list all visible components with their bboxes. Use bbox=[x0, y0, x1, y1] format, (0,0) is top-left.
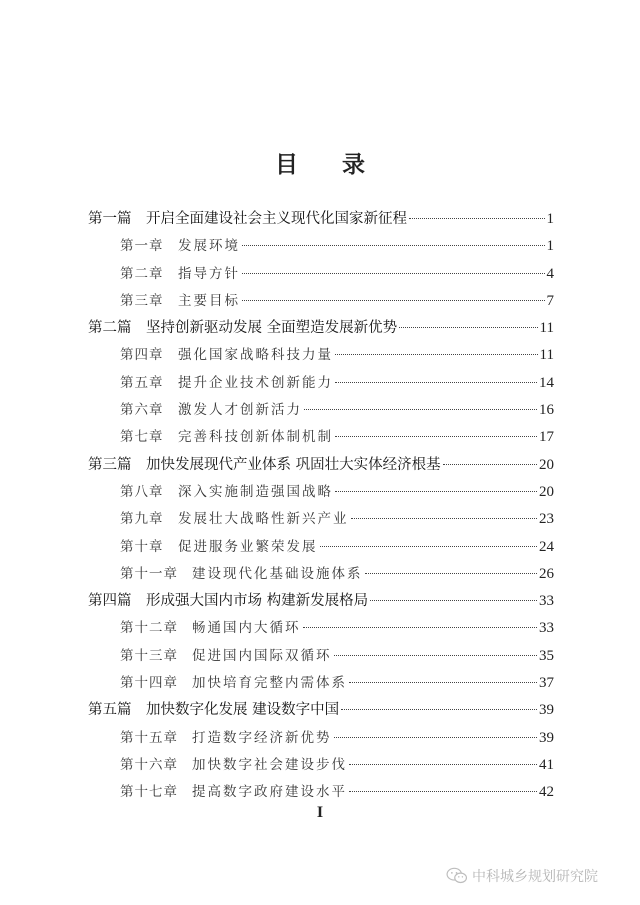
chapter-number: 第一章 bbox=[120, 238, 164, 255]
toc-chapter[interactable] bbox=[88, 615, 554, 642]
chapter-number: 第六章 bbox=[120, 402, 164, 419]
chapter-number: 第四章 bbox=[120, 347, 164, 364]
chapter-title: 建设现代化基础设施体系 bbox=[192, 565, 363, 582]
page-number: 41 bbox=[539, 756, 554, 773]
chapter-number: 第十二章 bbox=[120, 620, 178, 637]
toc-chapter[interactable] bbox=[88, 479, 554, 506]
page-number: 16 bbox=[539, 402, 554, 419]
leader-dots bbox=[370, 600, 537, 601]
leader-dots bbox=[334, 655, 538, 656]
chapter-title: 深入实施制造强国战略 bbox=[178, 483, 333, 500]
page-number: 23 bbox=[539, 511, 554, 528]
page-number: 37 bbox=[539, 675, 554, 692]
page-number: 1 bbox=[546, 238, 554, 255]
chapter-number: 第二章 bbox=[120, 265, 164, 282]
chapter-number: 第十五章 bbox=[120, 729, 178, 746]
chapter-title: 打造数字经济新优势 bbox=[192, 729, 332, 746]
toc-chapter[interactable] bbox=[88, 397, 554, 424]
leader-dots bbox=[349, 791, 537, 792]
part-number: 第五篇 bbox=[88, 702, 132, 719]
page-number: 4 bbox=[546, 265, 554, 282]
page-number: 33 bbox=[539, 620, 554, 637]
watermark bbox=[446, 866, 598, 886]
leader-dots bbox=[303, 627, 538, 628]
toc-part[interactable] bbox=[88, 315, 554, 342]
part-number: 第一篇 bbox=[88, 211, 132, 227]
wechat-icon bbox=[446, 867, 468, 885]
chapter-title: 促进国内国际双循环 bbox=[192, 647, 332, 664]
chapter-number: 第三章 bbox=[120, 292, 164, 309]
part-title: 加快发展现代产业体系 巩固壮大实体经济根基 bbox=[146, 456, 441, 473]
chapter-number: 第十四章 bbox=[120, 675, 178, 692]
chapter-title: 发展环境 bbox=[178, 238, 240, 255]
table-of-contents bbox=[88, 206, 554, 807]
leader-dots bbox=[349, 682, 537, 683]
toc-chapter[interactable] bbox=[88, 288, 554, 315]
page-number: 11 bbox=[539, 320, 554, 337]
chapter-title: 发展壮大战略性新兴产业 bbox=[178, 511, 349, 528]
leader-dots bbox=[335, 382, 537, 383]
chapter-title: 加快数字社会建设步伐 bbox=[192, 756, 347, 773]
toc-chapter[interactable] bbox=[88, 561, 554, 588]
leader-dots bbox=[304, 409, 537, 410]
leader-dots bbox=[365, 573, 538, 574]
toc-chapter[interactable] bbox=[88, 779, 554, 806]
leader-dots bbox=[242, 245, 545, 246]
page-title: 目 录 bbox=[274, 151, 383, 178]
page-number: 17 bbox=[539, 429, 554, 446]
page-number: 24 bbox=[539, 538, 554, 555]
chapter-number: 第十六章 bbox=[120, 756, 178, 773]
toc-part[interactable] bbox=[88, 206, 554, 233]
page-number: 20 bbox=[539, 483, 554, 500]
toc-chapter[interactable] bbox=[88, 725, 554, 752]
page-number: 20 bbox=[539, 456, 554, 473]
leader-dots bbox=[351, 518, 538, 519]
toc-chapter[interactable] bbox=[88, 370, 554, 397]
chapter-title: 完善科技创新体制机制 bbox=[178, 429, 333, 446]
chapter-number: 第八章 bbox=[120, 483, 164, 500]
leader-dots bbox=[335, 491, 537, 492]
toc-chapter[interactable] bbox=[88, 670, 554, 697]
chapter-number: 第九章 bbox=[120, 511, 164, 528]
part-title: 形成强大国内市场 构建新发展格局 bbox=[146, 593, 369, 610]
chapter-title: 主要目标 bbox=[178, 292, 240, 309]
toc-part[interactable] bbox=[88, 697, 554, 724]
toc-chapter[interactable] bbox=[88, 752, 554, 779]
part-number: 第二篇 bbox=[88, 320, 132, 337]
leader-dots bbox=[409, 218, 545, 219]
leader-dots bbox=[335, 436, 537, 437]
part-title: 加快数字化发展 建设数字中国 bbox=[146, 702, 340, 719]
chapter-number: 第五章 bbox=[120, 374, 164, 391]
toc-part[interactable] bbox=[88, 452, 554, 479]
chapter-number: 第七章 bbox=[120, 429, 164, 446]
leader-dots bbox=[399, 327, 537, 328]
leader-dots bbox=[443, 464, 537, 465]
page-number: 33 bbox=[539, 593, 554, 610]
chapter-title: 提升企业技术创新能力 bbox=[178, 374, 333, 391]
page-number: 39 bbox=[539, 729, 554, 746]
part-title: 开启全面建设社会主义现代化国家新征程 bbox=[146, 211, 407, 227]
page-number: 42 bbox=[539, 784, 554, 801]
leader-dots bbox=[335, 354, 538, 355]
page-number: 39 bbox=[539, 702, 554, 719]
toc-chapter[interactable] bbox=[88, 534, 554, 561]
toc-chapter[interactable] bbox=[88, 261, 554, 288]
chapter-number: 第十七章 bbox=[120, 784, 178, 801]
chapter-number: 第十一章 bbox=[120, 565, 178, 582]
page-number: 11 bbox=[539, 347, 554, 364]
toc-chapter[interactable] bbox=[88, 233, 554, 260]
chapter-title: 强化国家战略科技力量 bbox=[178, 347, 333, 364]
chapter-title: 提高数字政府建设水平 bbox=[192, 784, 347, 801]
part-number: 第三篇 bbox=[88, 456, 132, 473]
toc-part[interactable] bbox=[88, 588, 554, 615]
leader-dots bbox=[242, 273, 545, 274]
part-title: 坚持创新驱动发展 全面塑造发展新优势 bbox=[146, 320, 398, 337]
chapter-title: 促进服务业繁荣发展 bbox=[178, 538, 318, 555]
chapter-title: 加快培育完整内需体系 bbox=[192, 675, 347, 692]
chapter-title: 指导方针 bbox=[178, 265, 240, 282]
leader-dots bbox=[334, 737, 538, 738]
leader-dots bbox=[242, 300, 545, 301]
chapter-number: 第十章 bbox=[120, 538, 164, 555]
leader-dots bbox=[320, 546, 538, 547]
toc-chapter[interactable] bbox=[88, 424, 554, 451]
toc-chapter[interactable] bbox=[88, 506, 554, 533]
part-number: 第四篇 bbox=[88, 593, 132, 610]
leader-dots bbox=[341, 709, 537, 710]
footer-page-number: I bbox=[316, 804, 324, 821]
chapter-title: 激发人才创新活力 bbox=[178, 402, 302, 419]
chapter-number: 第十三章 bbox=[120, 647, 178, 664]
page-number: 14 bbox=[539, 374, 554, 391]
leader-dots bbox=[349, 764, 537, 765]
page-number: 7 bbox=[546, 292, 554, 309]
chapter-title: 畅通国内大循环 bbox=[192, 620, 301, 637]
toc-chapter[interactable] bbox=[88, 342, 554, 369]
page-number: 1 bbox=[546, 211, 554, 227]
page-number: 26 bbox=[539, 565, 554, 582]
page-number: 35 bbox=[539, 647, 554, 664]
watermark-text: 中科城乡规划研究院 bbox=[472, 869, 598, 885]
toc-chapter[interactable] bbox=[88, 643, 554, 670]
